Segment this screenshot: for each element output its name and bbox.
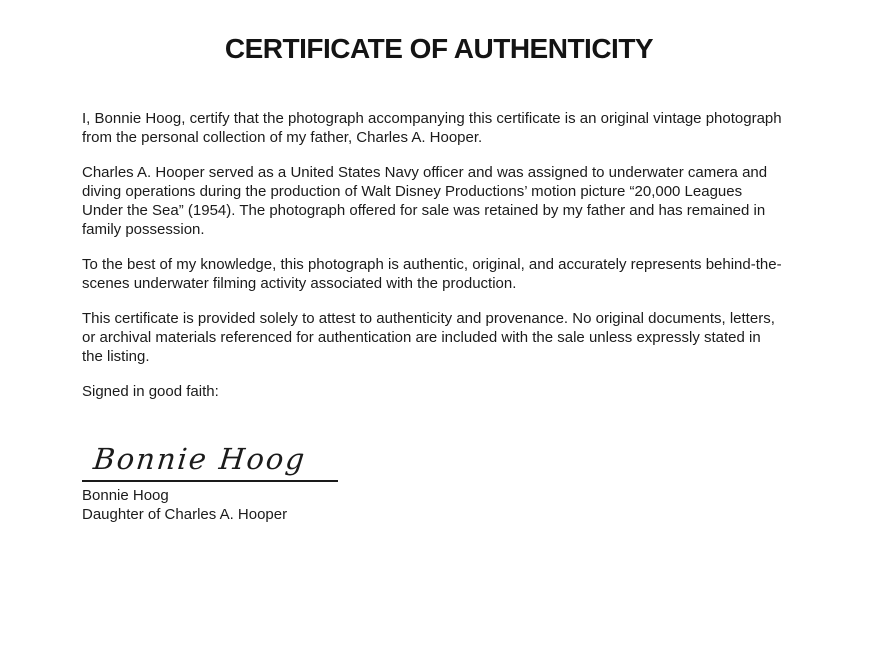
paragraph-attestation: To the best of my knowledge, this photograph is authentic, original, and accurately represents behind-the-scenes underwater filming activity associated with the production. xyxy=(82,256,782,292)
certificate-title: CERTIFICATE OF AUTHENTICITY xyxy=(224,33,654,64)
paragraph-disclaimer: This certificate is provided solely to attest to authenticity and provenance. No original documents, letters, or archival materials referenced for authentication are included with the sale unless expressly stated in the listing. xyxy=(82,310,775,365)
signature-block xyxy=(82,442,782,524)
closing-line: Signed in good faith: xyxy=(82,383,219,400)
signature-line xyxy=(82,480,338,482)
certificate-document xyxy=(0,33,878,645)
signer-name: Bonnie Hoog xyxy=(82,487,169,504)
signature-handwriting: Bonnie Hoog xyxy=(91,442,308,476)
signer-relation: Daughter of Charles A. Hooper xyxy=(82,506,288,523)
paragraph-provenance: Charles A. Hooper served as a United States Navy officer and was assigned to underwater camera and diving operations during the production of Walt Disney Productions’ motion picture “20,000 Leagues Under the Sea” (1954). The photograph offered for sale was retained by my father and has remained in family possession. xyxy=(82,164,768,238)
paragraph-intro: I, Bonnie Hoog, certify that the photograph accompanying this certificate is an original vintage photograph from the personal collection of my father, Charles A. Hooper. xyxy=(82,110,782,146)
certificate-body xyxy=(82,109,782,524)
